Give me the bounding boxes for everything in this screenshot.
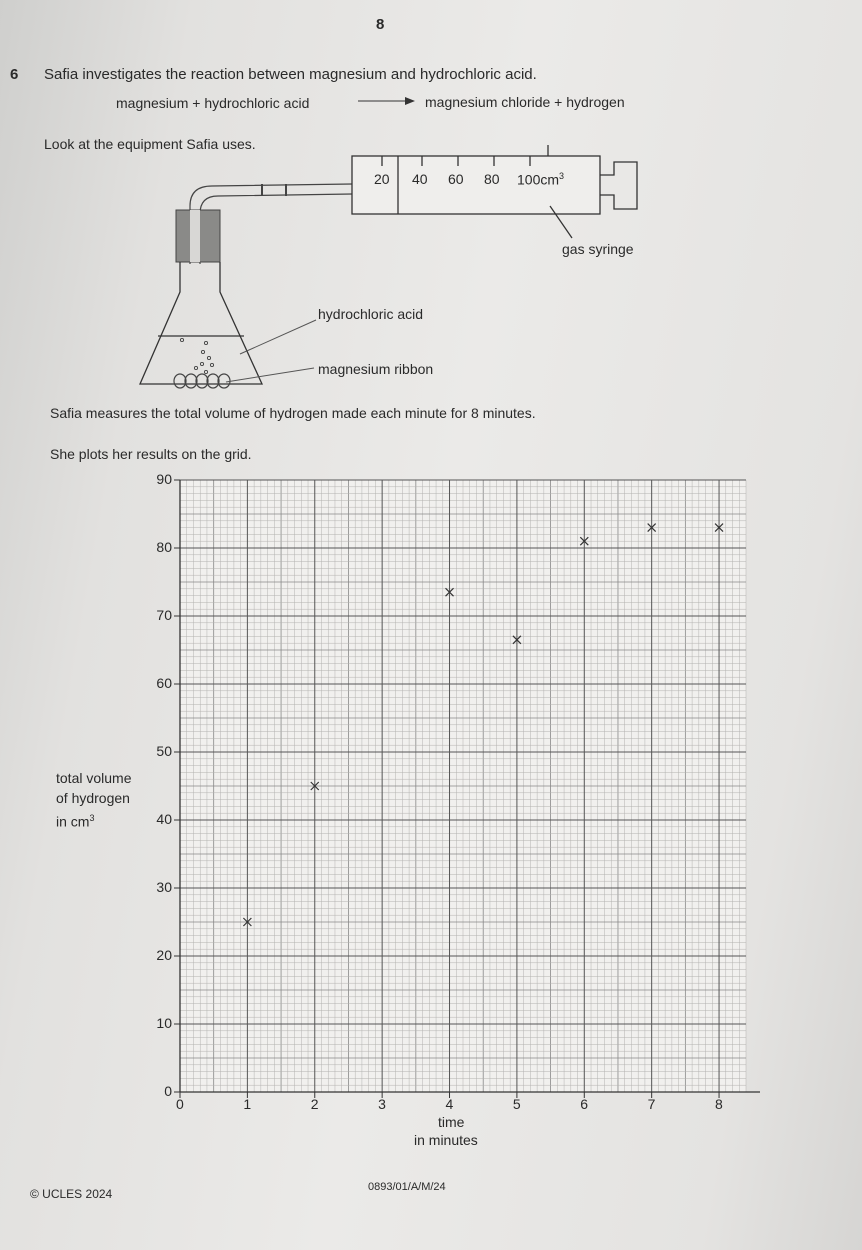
y-tick-label: 20 [156,947,172,963]
y-tick-label: 30 [156,879,172,895]
syringe-unit: cm [540,171,560,188]
question-intro: Safia investigates the reaction between magnesium and hydrochloric acid. [44,66,537,83]
syringe-scale-40: 40 [412,171,428,187]
page-number: 8 [376,16,385,33]
x-tick-label: 6 [580,1096,589,1112]
syringe-scale-100: $100cm^3$ [517,171,565,188]
x-tick-label: 1 [243,1096,252,1112]
equation-products: magnesium chloride + hydrogen [425,94,625,110]
y-tick-label: 60 [156,675,172,691]
x-axis-unit: in minutes [414,1132,478,1148]
label-magnesium-ribbon: magnesium ribbon [318,361,434,377]
grid-minor-lines [180,480,746,1092]
plot-text: She plots her results on the grid. [50,446,252,462]
x-tick-label: 2 [310,1096,319,1112]
y-tick-label: 40 [156,811,172,827]
x-tick-label: 5 [512,1096,521,1112]
y-tick-label: 80 [156,539,172,555]
x-tick-label: 8 [715,1096,723,1112]
paper-code: 0893/01/A/M/24 [368,1181,446,1193]
y-tick-label: 10 [156,1015,172,1031]
y-tick-label: 0 [164,1083,172,1099]
equipment-intro: Look at the equipment Safia uses. [44,136,256,152]
copyright: © UCLES 2024 [30,1187,113,1201]
x-tick-label: 4 [445,1096,454,1112]
y-tick-label: 90 [156,471,172,487]
label-hydrochloric-acid: hydrochloric acid [318,306,424,322]
syringe-scale-80: 80 [484,171,500,187]
equation-reactants: magnesium + hydrochloric acid [116,95,310,111]
syringe-scale-20: 20 [374,171,390,187]
y-axis-title: total volume of hydrogen in $cm^3$ [56,770,132,830]
x-tick-label: 3 [378,1096,386,1112]
measure-text: Safia measures the total volume of hydrogen made each minute for 8 minutes. [50,405,536,421]
question-number: 6 [10,66,19,83]
x-tick-label: 7 [647,1096,656,1112]
x-tick-label: 0 [176,1096,184,1112]
y-tick-label: 70 [156,607,172,623]
y-tick-label: 50 [156,743,172,759]
syringe-scale-60: 60 [448,171,464,187]
x-axis-title: time [438,1114,465,1130]
label-gas-syringe: gas syringe [562,241,634,257]
